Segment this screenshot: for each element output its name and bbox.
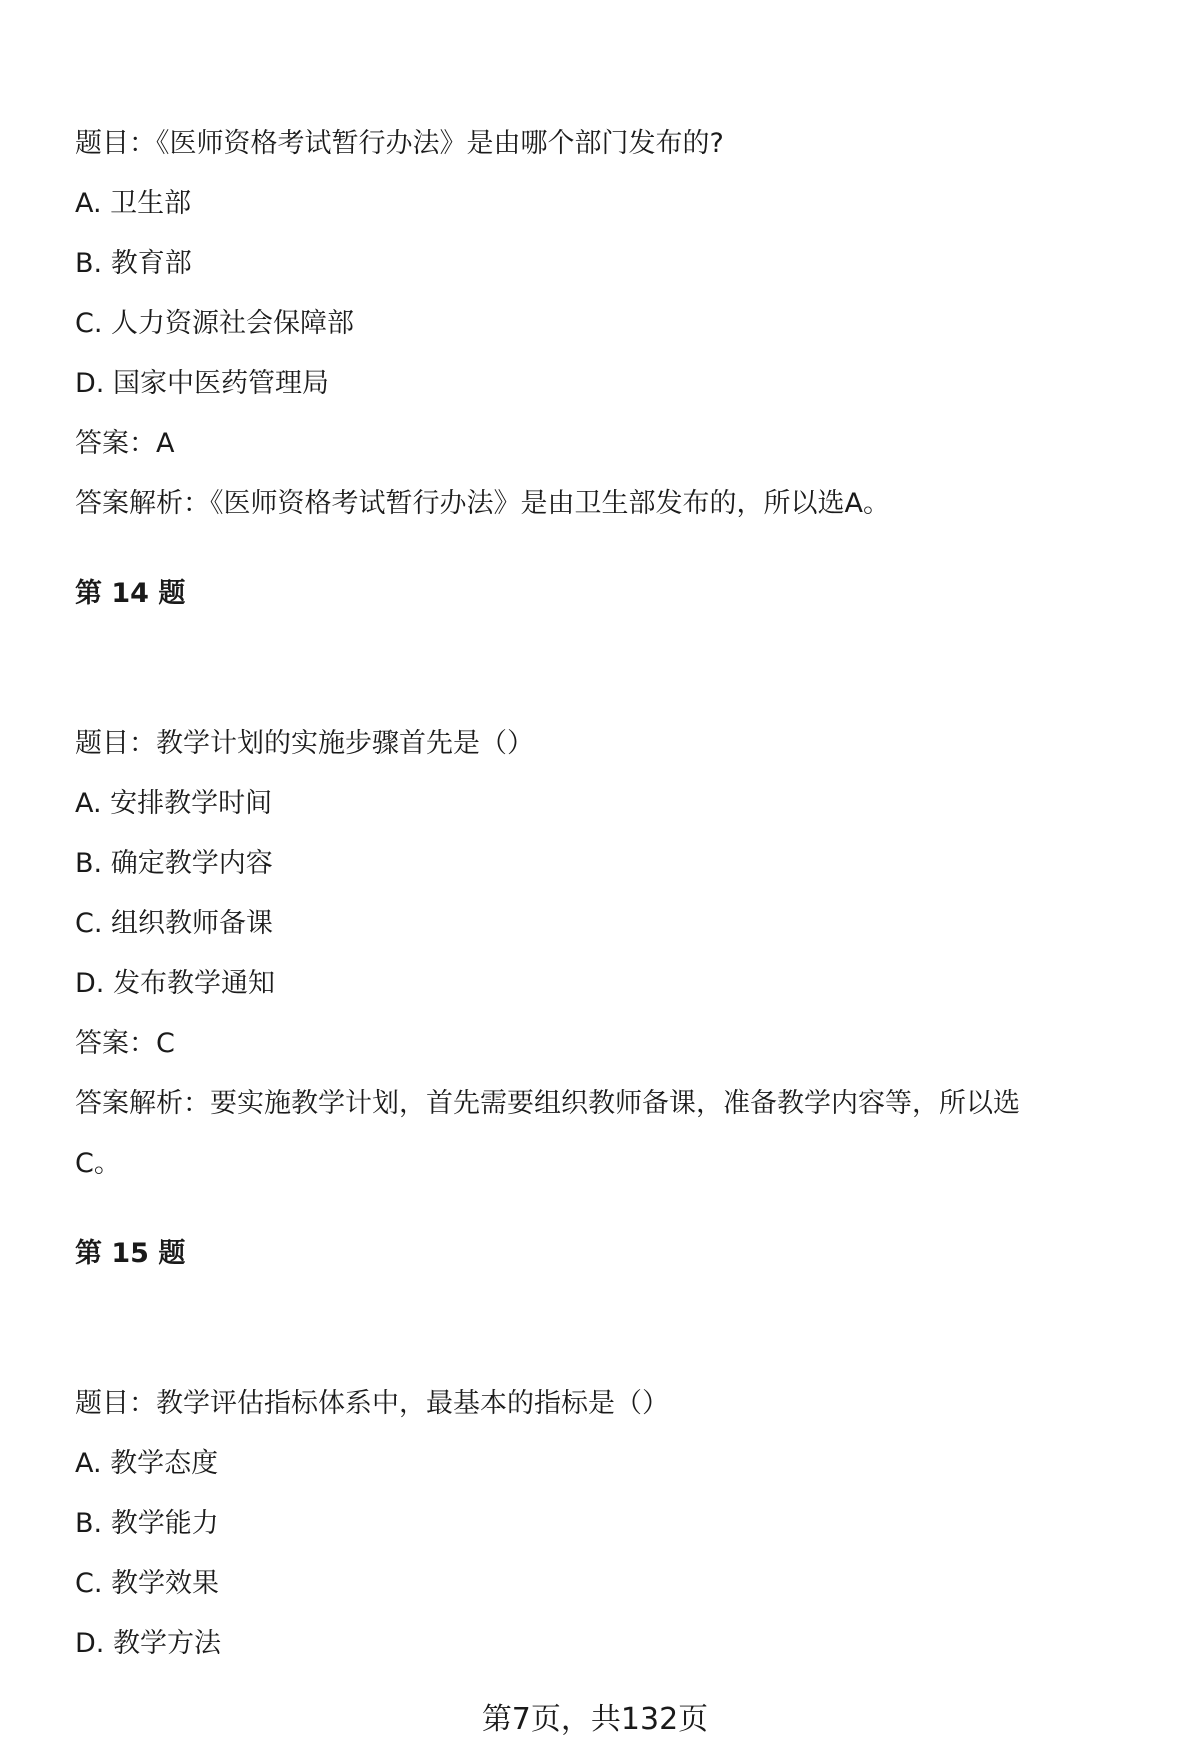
question-14-option-c: C. 组织教师备课: [75, 908, 274, 939]
question-13-answer: 答案：A: [75, 428, 175, 459]
question-15-option-b: B. 教学能力: [75, 1508, 219, 1539]
question-15-heading: 第 15 题: [75, 1238, 186, 1269]
question-13-text: 题目：《医师资格考试暂行办法》是由哪个部门发布的?: [75, 128, 724, 159]
question-15-text: 题目：教学评估指标体系中，最基本的指标是（）: [75, 1388, 669, 1419]
question-15-option-c: C. 教学效果: [75, 1568, 220, 1599]
question-14-analysis-line-1: 答案解析：要实施教学计划，首先需要组织教师备课，准备教学内容等，所以选: [75, 1088, 1020, 1119]
question-15-option-a: A. 教学态度: [75, 1448, 219, 1479]
question-14-text: 题目：教学计划的实施步骤首先是（）: [75, 728, 534, 759]
page-number: 第7页，共132页: [481, 1702, 709, 1737]
question-14-option-d: D. 发布教学通知: [75, 968, 275, 999]
question-14-option-b: B. 确定教学内容: [75, 848, 273, 879]
question-13-option-a: A. 卫生部: [75, 188, 192, 219]
question-14-heading: 第 14 题: [75, 578, 186, 609]
question-13-option-c: C. 人力资源社会保障部: [75, 308, 355, 339]
question-14-option-a: A. 安排教学时间: [75, 788, 273, 819]
question-13-option-b: B. 教育部: [75, 248, 192, 279]
question-14-answer: 答案：C: [75, 1028, 175, 1059]
question-13-analysis: 答案解析：《医师资格考试暂行办法》是由卫生部发布的，所以选A。: [75, 488, 890, 519]
question-13-option-d: D. 国家中医药管理局: [75, 368, 329, 399]
question-14-analysis-line-2: C。: [75, 1148, 121, 1179]
question-15-option-d: D. 教学方法: [75, 1628, 221, 1659]
